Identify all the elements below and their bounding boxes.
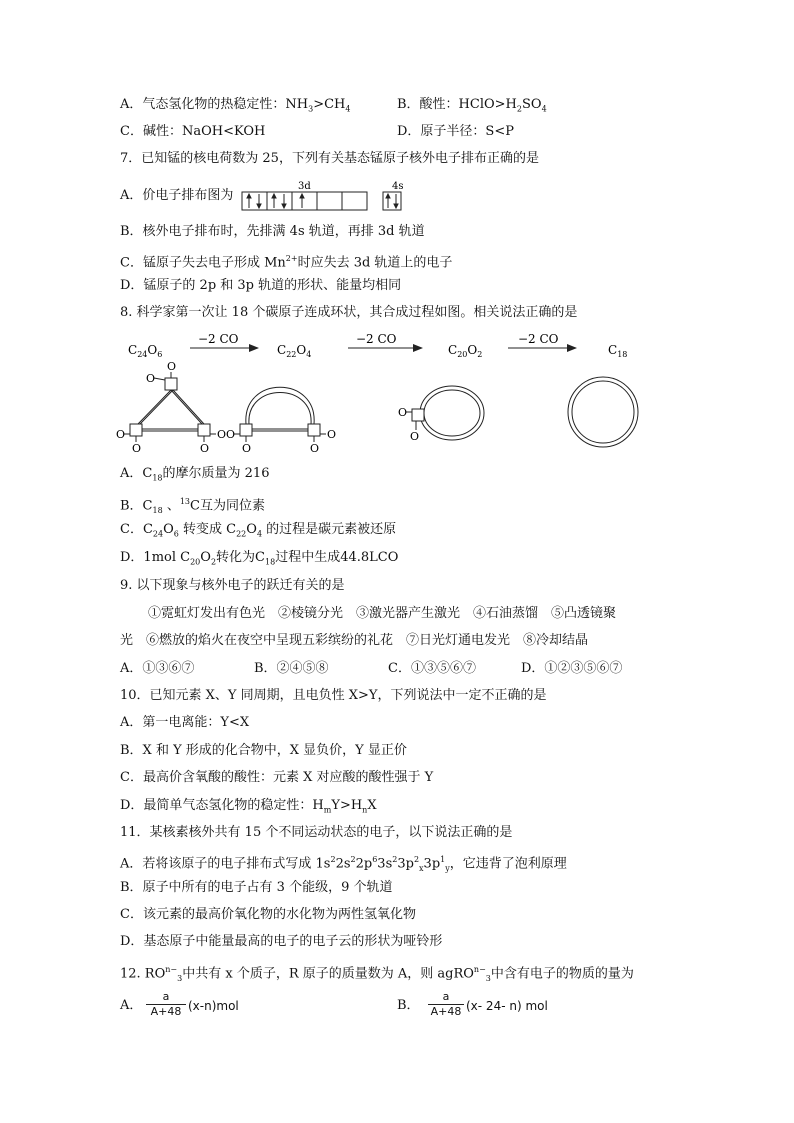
o-atom: O	[132, 442, 142, 455]
o-atom: O	[146, 372, 156, 385]
o-atom: O	[217, 428, 227, 441]
q9-option-d: D．①②③⑤⑥⑦	[521, 661, 623, 676]
q9-option-a: A．①③⑥⑦	[120, 661, 195, 676]
q12-stem: 12. $RO^{n-}_3$中共有 x 个质子，R 原子的质量数为 A，则 agRO$^{n-}_3$中含有电子的物质的量为	[120, 965, 634, 983]
o-atom: O	[398, 406, 408, 419]
q7-option-c: C．锰原子失去电子形成 $Mn^{2+}$时应失去 3d 轨道上的电子	[120, 254, 453, 271]
fraction-numerator: a	[442, 990, 450, 1003]
fraction-denominator: A+48	[146, 1004, 186, 1019]
q7-option-b: B．核外电子排布时，先排满 4s 轨道，再排 3d 轨道	[120, 224, 425, 239]
formula-c22o4: $C_{22}O_4$	[277, 343, 312, 359]
q11-option-c: C．该元素的最高价氧化物的水化物为两性氢氧化物	[120, 907, 416, 922]
o-atom: O	[200, 442, 210, 455]
arrow-label-2: −2 CO	[356, 332, 397, 346]
q11-option-b: B．原子中所有的电子占有 3 个能级，9 个轨道	[120, 880, 393, 895]
q12-option-a-tail: (x-n)mol	[188, 999, 239, 1013]
fraction-denominator: A+48	[428, 1004, 464, 1019]
q8-option-d: D．1mol $C_{20}O_2$转化为$C_{18}$过程中生成44.8LCO	[120, 550, 399, 567]
o-atom: O	[327, 428, 337, 441]
q9-items-line1: ①霓虹灯发出有色光 ②棱镜分光 ③激光器产生激光 ④石油蒸馏 ⑤凸透镜聚	[148, 606, 617, 621]
q7-option-d: D．锰原子的 2p 和 3p 轨道的形状、能量均相同	[120, 278, 402, 293]
structure-c24o6	[124, 372, 216, 442]
q12-option-b-label: B．	[397, 998, 420, 1013]
structure-c18	[568, 377, 638, 447]
q11-option-d: D．基态原子中能量最高的电子的电子云的形状为哑铃形	[120, 934, 443, 949]
orbital-3d-label: 3d	[298, 181, 311, 192]
q6-option-d: D．原子半径：S<P	[397, 124, 514, 139]
o-atom: O	[310, 442, 320, 455]
q8-option-a: A．$C_{18}$的摩尔质量为 216	[120, 466, 270, 483]
q7-option-a: A．价电子排布图为	[120, 188, 234, 203]
q9-stem: 9. 以下现象与核外电子的跃迁有关的是	[120, 578, 345, 593]
q12-option-a-label: A．	[120, 998, 143, 1013]
q10-option-c: C．最高价含氧酸的酸性：元素 X 对应酸的酸性强于 Y	[120, 770, 434, 785]
o-atom: O	[226, 428, 236, 441]
o-atom: O	[167, 360, 177, 373]
q12-option-a-fraction	[146, 990, 186, 1019]
q9-option-b: B．②④⑤⑧	[254, 661, 329, 676]
q6-option-b: B．酸性：$HClO>H_2SO_4$	[397, 97, 547, 114]
o-atom: O	[116, 428, 126, 441]
orbital-diagram	[240, 178, 410, 212]
q9-option-c: C．①③⑤⑥⑦	[388, 661, 476, 676]
q11-option-a: A．若将该原子的电子排布式写成 $1s^22s^22p^63s^23p^2_x3p^1_y$，它违背了泡利原理	[120, 855, 567, 873]
q10-option-a: A．第一电离能：Y<X	[120, 715, 250, 730]
formula-c18: $C_{18}$	[608, 343, 628, 359]
arrow-label-3: −2 CO	[518, 332, 559, 346]
o-atom: O	[242, 442, 252, 455]
q10-stem: 10．已知元素 X、Y 同周期，且电负性 X>Y，下列说法中一定不正确的是	[120, 688, 547, 703]
q8-stem: 8. 科学家第一次让 18 个碳原子连成环状，其合成过程如图。相关说法正确的是	[120, 305, 578, 320]
q10-option-d: D．最简单气态氢化物的稳定性：$H_mY>H_nX$	[120, 798, 377, 815]
q11-stem: 11．某核素核外共有 15 个不同运动状态的电子，以下说法正确的是	[120, 825, 513, 840]
q6-option-c: C．碱性：NaOH<KOH	[120, 124, 266, 139]
q8-option-c: C．$C_{24}O_6$ 转变成 $C_{22}O_4$ 的过程是碳元素被还原	[120, 522, 397, 539]
orbital-4s-label: 4s	[392, 181, 404, 192]
q9-items-line2: 光 ⑥燃放的焰火在夜空中呈现五彩缤纷的礼花 ⑦日光灯通电发光 ⑧冷却结晶	[120, 633, 589, 648]
q12-option-b-tail: (x- 24- n) mol	[466, 999, 548, 1013]
q6-option-a: A．气态氢化物的热稳定性：$NH_3>CH_4$	[120, 97, 351, 114]
structure-c22o4	[234, 387, 326, 442]
q8-option-b: B．$C_{18}$ 、$^{13}$C互为同位素	[120, 497, 265, 515]
o-atom: O	[410, 430, 420, 443]
q12-option-b-fraction	[428, 990, 464, 1019]
fraction-numerator: a	[162, 990, 170, 1003]
synthesis-scheme	[110, 330, 640, 455]
formula-c20o2: $C_{20}O_2$	[448, 343, 483, 359]
arrow-label-1: −2 CO	[198, 332, 239, 346]
q10-option-b: B．X 和 Y 形成的化合物中，X 显负价，Y 显正价	[120, 743, 407, 758]
formula-c24o6: $C_{24}O_6$	[128, 343, 163, 359]
electron-arrows	[247, 194, 398, 208]
q7-stem: 7．已知锰的核电荷数为 25，下列有关基态锰原子核外电子排布正确的是	[120, 151, 539, 166]
